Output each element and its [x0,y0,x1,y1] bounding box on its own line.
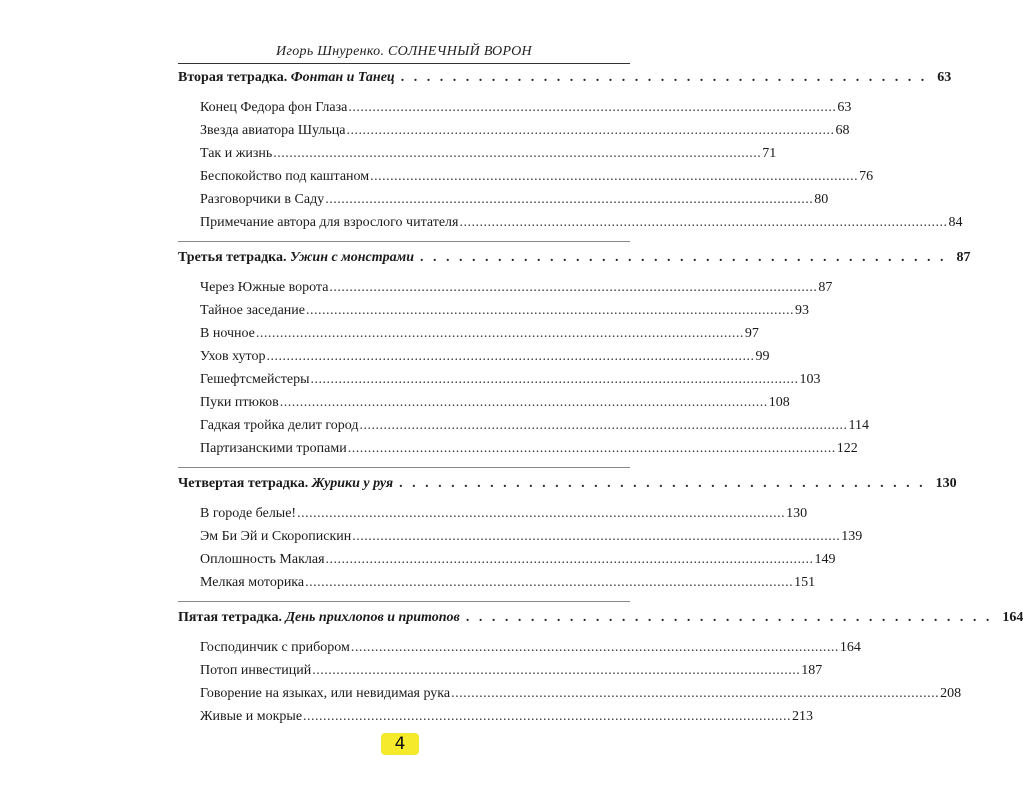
item-title: Звезда авиатора Шульца [200,123,346,138]
page-number: 4 [381,733,419,755]
dot-leader: .......................................................................................................................... [348,100,837,115]
dot-leader: .......................................................................................................................... [325,552,814,567]
toc-section-3[interactable] [178,250,971,270]
toc-item[interactable] [200,552,836,572]
item-title: Говорение на языках, или невидимая рука [200,686,451,701]
item-page: 99 [755,349,770,364]
toc-item[interactable] [200,326,759,346]
dot-leader: . . . . . . . . . . . . . . . . . . . . . . . . . . . . . . . . . . . . . . . . . [399,476,926,491]
dot-leader: .......................................................................................................................... [266,349,755,364]
dot-leader: .......................................................................................................................... [359,418,848,433]
item-page: 76 [859,169,874,184]
dot-leader: .......................................................................................................................... [312,663,801,678]
item-title: Партизанскими тропами [200,441,347,456]
item-title: Примечание автора для взрослого читателя [200,215,459,230]
dot-leader: .......................................................................................................................... [303,709,792,724]
item-title: Гешефтсмейстеры [200,372,310,387]
dot-leader: .......................................................................................................................... [346,123,835,138]
item-page: 87 [818,280,833,295]
toc-item[interactable] [200,123,850,143]
item-page: 71 [762,146,777,161]
item-page: 93 [794,303,809,318]
toc-item[interactable] [200,441,858,461]
section-label: Четвертая тетрадка. [178,476,309,491]
item-title: В ночное [200,326,255,341]
item-page: 80 [814,192,829,207]
toc-item[interactable] [200,640,861,660]
item-title: Потоп инвестиций [200,663,312,678]
toc-item[interactable] [200,372,821,392]
toc-item[interactable] [200,349,770,369]
item-page: 149 [814,552,836,567]
toc-item[interactable] [200,529,863,549]
section-divider [178,241,630,242]
dot-leader: .......................................................................................................................... [305,575,794,590]
dot-leader: .......................................................................................................................... [370,169,859,184]
item-page: 68 [835,123,850,138]
dot-leader: .......................................................................................................................... [347,441,836,456]
dot-leader: . . . . . . . . . . . . . . . . . . . . . . . . . . . . . . . . . . . . . . . . . [400,70,928,85]
toc-item[interactable] [200,146,777,166]
dot-leader: . . . . . . . . . . . . . . . . . . . . . . . . . . . . . . . . . . . . . . . . . [465,610,993,625]
item-title: Ухов хутор [200,349,266,364]
toc-item[interactable] [200,506,808,526]
toc-item[interactable] [200,709,814,729]
item-title: Гадкая тройка делит город [200,418,359,433]
dot-leader: .......................................................................................................................... [305,303,794,318]
toc-item[interactable] [200,100,852,120]
section-divider [178,601,630,602]
item-page: 187 [801,663,823,678]
item-page: 114 [848,418,869,433]
dot-leader: .......................................................................................................................... [329,280,818,295]
toc-item[interactable] [200,303,809,323]
item-title: Через Южные ворота [200,280,329,295]
item-title: Пуки птюков [200,395,279,410]
section-page: 164 [1002,610,1023,625]
item-page: 122 [836,441,858,456]
toc-section-2[interactable] [178,70,952,90]
dot-leader: .......................................................................................................................... [297,506,786,521]
toc-item[interactable] [200,418,869,438]
item-title: Господинчик с прибором [200,640,350,655]
section-page: 63 [937,70,952,85]
section-label: Третья тетрадка. [178,250,287,265]
item-title: Конец Федора фон Глаза [200,100,348,115]
item-page: 139 [841,529,863,544]
section-subtitle: Ужин с монстрами [290,250,415,265]
dot-leader: .......................................................................................................................... [451,686,940,701]
dot-leader: .......................................................................................................................... [310,372,799,387]
dot-leader: .......................................................................................................................... [255,326,744,341]
item-page: 103 [799,372,821,387]
item-page: 151 [794,575,816,590]
toc-item[interactable] [200,215,963,235]
section-divider [178,467,630,468]
toc-item[interactable] [200,686,962,706]
toc-section-4[interactable] [178,476,957,496]
item-page: 130 [786,506,808,521]
toc-item[interactable] [200,575,816,595]
item-page: 108 [768,395,790,410]
toc-section-5[interactable] [178,610,1023,630]
section-page: 87 [956,250,971,265]
item-title: Оплошность Маклая [200,552,325,567]
toc-item[interactable] [200,663,823,683]
item-title: Так и жизнь [200,146,273,161]
section-subtitle: Журики у руя [311,476,394,491]
item-title: Тайное заседание [200,303,305,318]
item-title: Разговорчики в Саду [200,192,325,207]
header-rule [178,63,630,64]
dot-leader: . . . . . . . . . . . . . . . . . . . . . . . . . . . . . . . . . . . . . . . . . [420,250,947,265]
toc-item[interactable] [200,169,874,189]
item-page: 84 [948,215,963,230]
dot-leader: .......................................................................................................................... [325,192,814,207]
running-head: Игорь Шнуренко. СОЛНЕЧНЫЙ ВОРОН [276,44,532,59]
toc-item[interactable] [200,395,790,415]
item-title: Живые и мокрые [200,709,303,724]
dot-leader: .......................................................................................................................... [273,146,762,161]
section-subtitle: Фонтан и Танец [290,70,395,85]
item-page: 97 [744,326,759,341]
item-title: В городе белые! [200,506,297,521]
item-page: 213 [792,709,814,724]
dot-leader: .......................................................................................................................... [279,395,768,410]
section-subtitle: День прихлопов и притопов [285,610,460,625]
item-title: Эм Би Эй и Скоропискин [200,529,352,544]
item-page: 164 [839,640,861,655]
dot-leader: .......................................................................................................................... [350,640,839,655]
section-label: Вторая тетрадка. [178,70,288,85]
section-page: 130 [935,476,957,491]
section-label: Пятая тетрадка. [178,610,282,625]
toc-item[interactable] [200,280,833,300]
toc-item[interactable] [200,192,829,212]
item-page: 208 [940,686,962,701]
dot-leader: .......................................................................................................................... [459,215,948,230]
item-title: Мелкая моторика [200,575,305,590]
dot-leader: .......................................................................................................................... [352,529,841,544]
item-title: Беспокойство под каштаном [200,169,370,184]
item-page: 63 [837,100,852,115]
